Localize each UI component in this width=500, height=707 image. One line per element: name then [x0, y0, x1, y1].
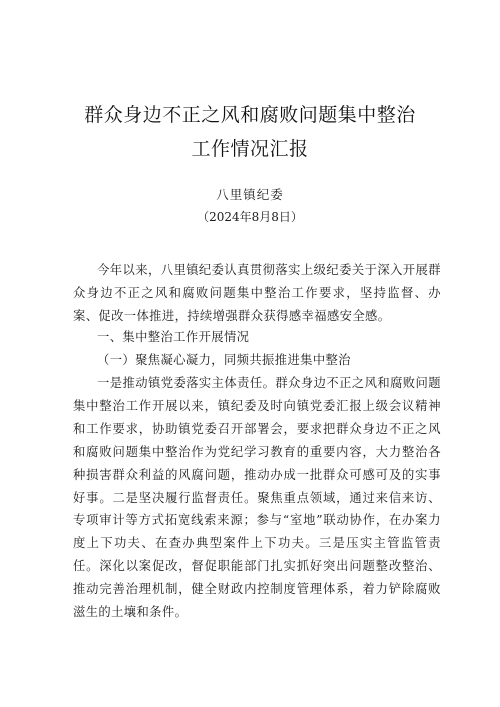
document-title-line-2: 工作情况汇报	[191, 138, 309, 160]
document-date: （2024年8月8日）	[197, 210, 303, 224]
subsection-1-paragraph: 一是推动镇党委落实主体责任。群众身边不正之风和腐败问题集中整治工作开展以来，镇纪委及时向镇党委汇报上级会议精神和工作要求，协助镇党委召开部署会，要求把群众身边不正之风和腐败问题集中整治作为党纪学习教育的重要内容，大力整治各种损害群众利益的风腐问题，推动办成一批群众可感可及的实事好事。二是坚决履行监督责任。聚焦重点领域，通过来信来访、专项审计等方式拓宽线索来源；参与“室地”联动协作，在办案力度上下功夫、在查办典型案件上下功夫。三是压实主管监管责任。深化以案促改，督促职能部门扎实抓好突出问题整改整治、推动完善治理机制，健全财政内控制度管理体系，着力铲除腐败滋生的土壤和条件。	[73, 376, 441, 620]
subsection-heading-1: （一）聚焦凝心凝力，同频共振推进集中整治	[97, 353, 351, 367]
issuing-organization: 八里镇纪委	[216, 187, 284, 202]
document-title-line-1: 群众身边不正之风和腐败问题集中整治	[84, 104, 416, 126]
section-heading-1: 一、集中整治工作开展情况	[97, 330, 250, 344]
intro-paragraph: 今年以来，八里镇纪委认真贯彻落实上级纪委关于深入开展群众身边不正之风和腐败问题集中整治工作要求，坚持监督、办案、促改一体推进，持续增强群众获得感幸福感安全感。	[73, 263, 441, 323]
